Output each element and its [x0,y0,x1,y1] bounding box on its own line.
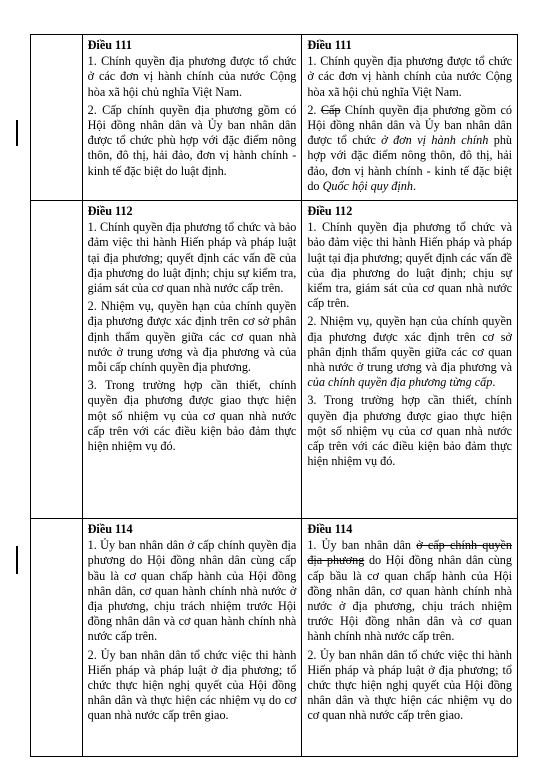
change-bar-2 [16,546,18,574]
clause-2: 2. Cấp chính quyền địa phương gồm có Hội đồng nhân dân và Ủy ban nhân dân được tổ chức phù hợp với đặc điểm nông thôn, đô thị, hải đảo, đơn vị hành chính - kinh tế đặc biệt do luật định. [87,102,297,178]
clause-2 [307,314,512,390]
table-row [31,35,518,201]
clause-1: 1. Chính quyền địa phương được tổ chức ở các đơn vị hành chính của nước Cộng hòa xã hội chủ nghĩa Việt Nam. [307,54,512,99]
clause-2: 2. Ủy ban nhân dân tổ chức việc thi hành Hiến pháp và pháp luật ở địa phương; tổ chức thực hiện nghị quyết của Hội đồng nhân dân và thực hiện các nhiệm vụ do cơ quan nhà nước cấp trên giao. [87,647,297,723]
text: . [492,375,496,390]
clause-3: 3. Trong trường hợp cần thiết, chính quyền địa phương được giao thực hiện một số nhiệm vụ của cơ quan nhà nước cấp trên với các điều kiện bảo đảm thực hiện nhiệm vụ đó. [87,378,297,454]
text: Chính quyền địa phương gồm có Hội đồng nhân dân và Ủy ban nhân dân được tổ chức [307,102,512,148]
article-title: Điều 114 [307,522,353,537]
clause-1: 1. Chính quyền địa phương tổ chức và bảo đảm việc thi hành Hiến pháp và pháp luật tại địa phương; quyết định các vấn đề của địa phương do luật định; chịu sự kiểm tra, giám sát của cơ quan nhà nước cấp trên. [87,220,297,296]
clause-2: 2. Ủy ban nhân dân tổ chức việc thi hành Hiến pháp và pháp luật ở địa phương; tổ chức thực hiện nghị quyết của Hội đồng nhân dân và thực hiện các nhiệm vụ do cơ quan nhà nước cấp trên giao. [307,647,512,723]
original-text-cell [82,519,302,757]
deleted-text: ở cấp chính quyền địa phương [307,538,513,568]
change-bar-1 [16,120,18,146]
revised-text-cell [302,519,518,757]
comparison-table [30,34,518,757]
article-title: Điều 112 [307,204,353,219]
original-text-cell [82,201,302,519]
added-text: ở đơn vị hành chính [381,133,489,148]
row-margin-cell [31,35,83,201]
added-text: Quốc hội quy định [322,178,413,193]
text: 1. Ủy ban nhân dân [307,538,417,553]
text: . [412,178,416,193]
text: 2. Nhiệm vụ, quyền hạn của chính quyền địa phương được xác định trên cơ sở phân định thẩm quyền giữa các cơ quan nhà nước ở trung ương và địa phương và [307,314,512,375]
added-text: của chính quyền địa phương từng cấp [307,375,493,390]
clause-3: 3. Trong trường hợp cần thiết, chính quyền địa phương được giao thực hiện một số nhiệm vụ của cơ quan nhà nước cấp trên với các điều kiện bảo đảm thực hiện nhiệm vụ đó. [307,393,512,469]
clause-2: 2. Nhiệm vụ, quyền hạn của chính quyền địa phương được xác định trên cơ sở phân định thẩm quyền giữa các cơ quan nhà nước ở trung ương và địa phương và của mỗi cấp chính quyền địa phương. [87,299,297,375]
revised-text-cell [302,201,518,519]
table-row [31,519,518,757]
clause-1: 1. Chính quyền địa phương được tổ chức ở các đơn vị hành chính của nước Cộng hòa xã hội chủ nghĩa Việt Nam. [87,54,297,99]
clause-1 [307,538,512,644]
text: do Hội đồng nhân dân cùng cấp bầu là cơ quan chấp hành của Hội đồng nhân dân, cơ quan hành chính nhà nước ở địa phương, chịu trách nhiệm trước Hội đồng nhân dân và cơ quan hành chính nhà nước cấp trên. [307,553,512,644]
article-title: Điều 111 [87,38,132,52]
article-title: Điều 114 [87,522,133,537]
article-title: Điều 111 [307,38,352,52]
original-text-cell [82,35,302,201]
text: 2. [307,102,321,117]
clause-1: 1. Ủy ban nhân dân ở cấp chính quyền địa phương do Hội đồng nhân dân cùng cấp bầu là cơ quan chấp hành của Hội đồng nhân dân, cơ quan hành chính nhà nước ở địa phương, chịu trách nhiệm trước Hội đồng nhân dân và cơ quan hành chính nhà nước cấp trên. [87,538,297,644]
clause-2 [307,103,512,194]
text: phù hợp với đặc điểm nông thôn, đô thị, hải đảo, đơn vị hành chính - kinh tế đặc biệt do [307,133,512,193]
row-margin-cell [31,519,83,757]
table-row [31,201,518,519]
article-title: Điều 112 [87,204,133,219]
deleted-text: Cấp [320,102,341,117]
row-margin-cell [31,201,83,519]
clause-1: 1. Chính quyền địa phương tổ chức và bảo đảm việc thi hành Hiến pháp và pháp luật tại địa phương; quyết định các vấn đề của địa phương do luật định; chịu sự kiểm tra, giám sát của cơ quan nhà nước cấp trên. [307,220,512,311]
revised-text-cell [302,35,518,201]
